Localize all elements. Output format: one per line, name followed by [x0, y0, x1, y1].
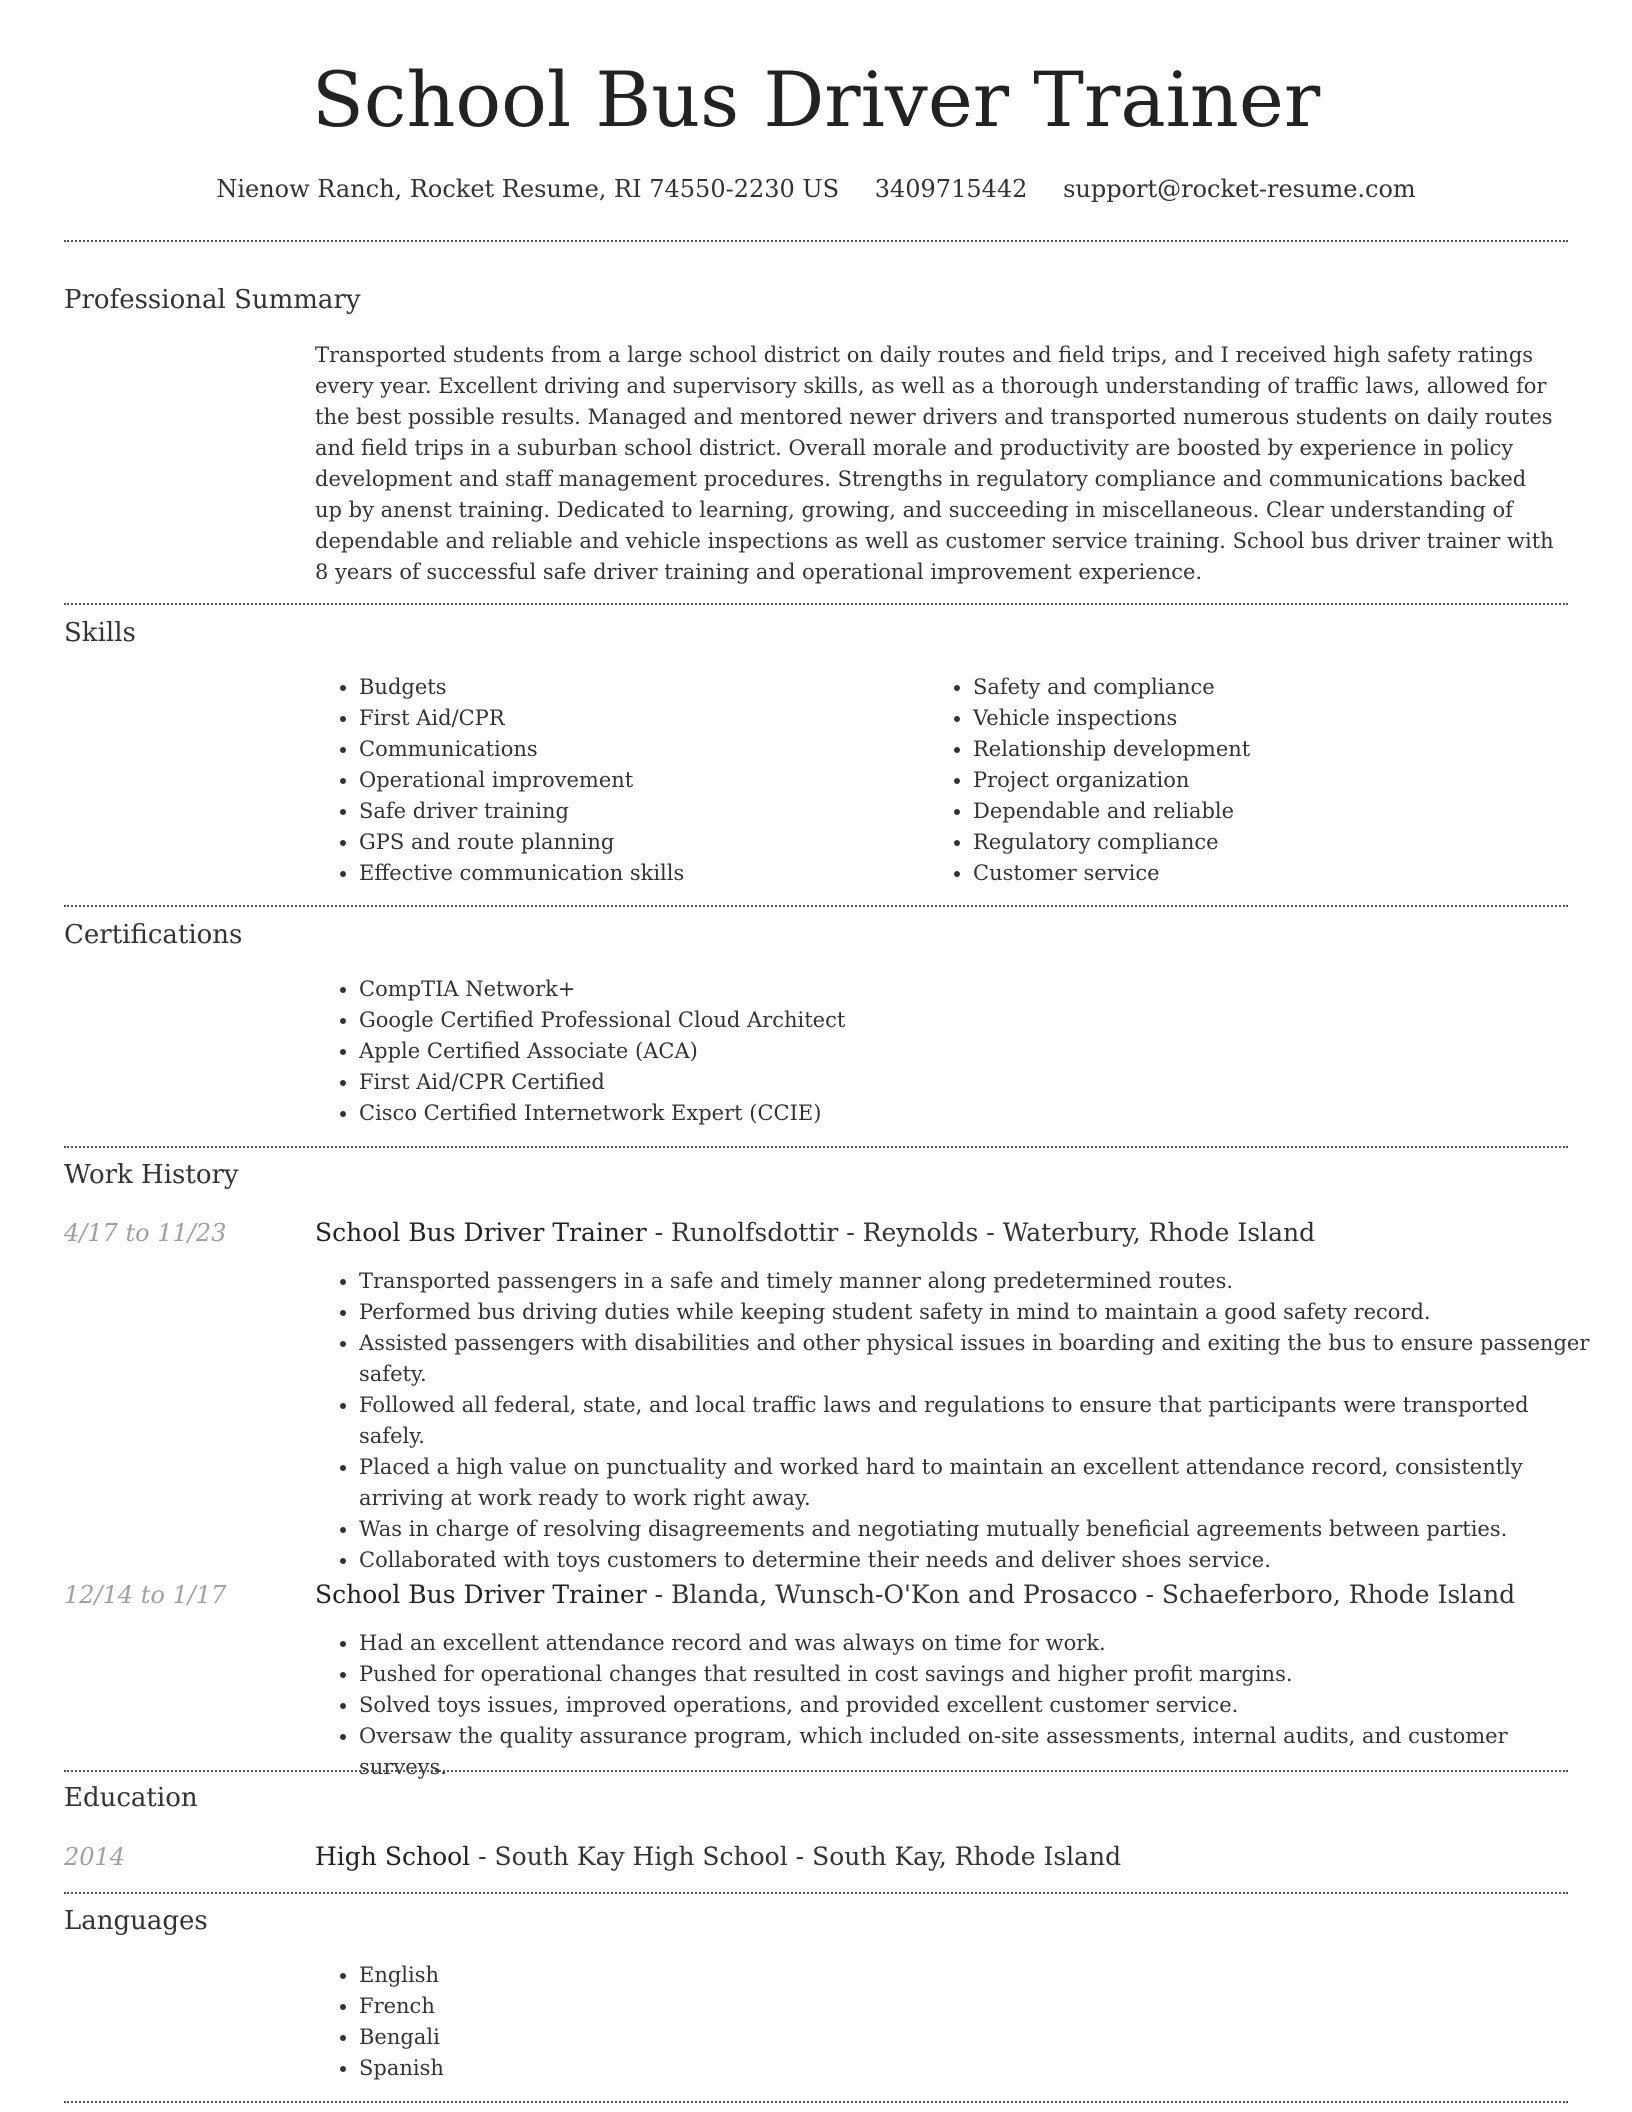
list-item: • Project organization	[973, 765, 1573, 796]
job-details: - Runolfsdottir - Reynolds - Waterbury, Rhode Island	[646, 1218, 1316, 1247]
list-item: • Pushed for operational changes that resulted in cost savings and higher profit margins.	[359, 1659, 1599, 1690]
list-item: • Oversaw the quality assurance program, which included on-site assessments, internal audits, and customer surveys.	[359, 1721, 1599, 1783]
list-item: • English	[359, 1960, 1159, 1991]
list-item: • Effective communication skills	[359, 858, 919, 889]
list-item: • Placed a high value on punctuality and worked hard to maintain an excellent attendance record, consistently arriving at work ready to work right away.	[359, 1452, 1599, 1514]
list-item: • Bengali	[359, 2022, 1159, 2053]
list-item: • Operational improvement	[359, 765, 919, 796]
education-details: - South Kay High School - South Kay, Rhode Island	[470, 1842, 1122, 1871]
certifications-heading: Certifications	[64, 920, 243, 950]
divider	[64, 1146, 1568, 1148]
list-item: • Cisco Certified Internetwork Expert (CCIE)	[359, 1098, 1559, 1129]
list-item: • Google Certified Professional Cloud Architect	[359, 1005, 1559, 1036]
list-item: • Apple Certified Associate (ACA)	[359, 1036, 1559, 1067]
list-item: • First Aid/CPR	[359, 703, 919, 734]
job-bullets	[315, 1628, 1599, 1783]
languages-list	[315, 1960, 1159, 2084]
summary-text: Transported students from a large school district on daily routes and field trips, and I received high safety ratings every year. Excellent driving and supervisory skills, as well as a thorough understanding of traffic laws, allowed for the best possible results. Managed and mentored newer drivers and transported numerous students on daily routes and field trips in a suburban school district. Overall morale and productivity are boosted by experience in policy development and staff management procedures. Strengths in regulatory compliance and communications backed up by anenst training. Dedicated to learning, growing, and succeeding in miscellaneous. Clear understanding of dependable and reliable and vehicle inspections as well as customer service training. School bus driver trainer with 8 years of successful safe driver training and operational improvement experience.	[315, 343, 1554, 584]
list-item: • Had an excellent attendance record and was always on time for work.	[359, 1628, 1599, 1659]
list-item: • Vehicle inspections	[973, 703, 1573, 734]
list-item: • Was in charge of resolving disagreements and negotiating mutually beneficial agreements between parties.	[359, 1514, 1599, 1545]
list-item: • French	[359, 1991, 1159, 2022]
work-heading: Work History	[64, 1160, 239, 1190]
job-role: School Bus Driver Trainer	[315, 1580, 647, 1609]
list-item: • GPS and route planning	[359, 827, 919, 858]
job-bullets	[315, 1266, 1599, 1576]
resume-name: School Bus Driver Trainer	[311, 55, 1321, 144]
list-item: • Safety and compliance	[973, 672, 1573, 703]
list-item: • Customer service	[973, 858, 1573, 889]
education-year: 2014	[64, 1843, 126, 1871]
list-item: • Performed bus driving duties while keeping student safety in mind to maintain a good safety record.	[359, 1297, 1599, 1328]
languages-heading: Languages	[64, 1906, 208, 1936]
list-item: • CompTIA Network+	[359, 974, 1559, 1005]
skills-heading: Skills	[64, 618, 136, 648]
education-line	[315, 1839, 1565, 1875]
divider	[64, 905, 1568, 907]
divider	[64, 1770, 1568, 1772]
contact-email: support@rocket-resume.com	[1063, 175, 1416, 203]
list-item: • Followed all federal, state, and local traffic laws and regulations to ensure that participants were transported safely.	[359, 1390, 1599, 1452]
education-heading: Education	[64, 1783, 198, 1813]
contact-line	[0, 170, 1632, 208]
contact-phone: 3409715442	[874, 175, 1028, 203]
list-item: • Budgets	[359, 672, 919, 703]
list-item: • Solved toys issues, improved operations, and provided excellent customer service.	[359, 1690, 1599, 1721]
divider	[64, 2101, 1568, 2103]
skills-list-right	[929, 672, 1573, 889]
list-item: • Collaborated with toys customers to determine their needs and deliver shoes service.	[359, 1545, 1599, 1576]
job-title-line	[315, 1215, 1565, 1251]
list-item: • Transported passengers in a safe and timely manner along predetermined routes.	[359, 1266, 1599, 1297]
education-degree: High School	[315, 1842, 471, 1871]
summary-heading: Professional Summary	[64, 285, 361, 315]
job-title-line	[315, 1577, 1565, 1613]
list-item: • First Aid/CPR Certified	[359, 1067, 1559, 1098]
list-item: • Relationship development	[973, 734, 1573, 765]
list-item: • Dependable and reliable	[973, 796, 1573, 827]
divider	[64, 1892, 1568, 1894]
list-item: • Spanish	[359, 2053, 1159, 2084]
list-item: • Assisted passengers with disabilities and other physical issues in boarding and exiting the bus to ensure passenger safety.	[359, 1328, 1599, 1390]
certifications-list	[315, 974, 1559, 1129]
divider	[64, 603, 1568, 605]
skills-list-left	[315, 672, 919, 889]
job-role: School Bus Driver Trainer	[315, 1218, 647, 1247]
list-item: • Regulatory compliance	[973, 827, 1573, 858]
list-item: • Safe driver training	[359, 796, 919, 827]
contact-address: Nienow Ranch, Rocket Resume, RI 74550-2230 US	[216, 175, 840, 203]
list-item: • Communications	[359, 734, 919, 765]
divider	[64, 240, 1568, 242]
job-dates: 4/17 to 11/23	[64, 1219, 227, 1247]
job-details: - Blanda, Wunsch-O'Kon and Prosacco - Schaeferboro, Rhode Island	[646, 1580, 1516, 1609]
job-dates: 12/14 to 1/17	[64, 1581, 227, 1609]
